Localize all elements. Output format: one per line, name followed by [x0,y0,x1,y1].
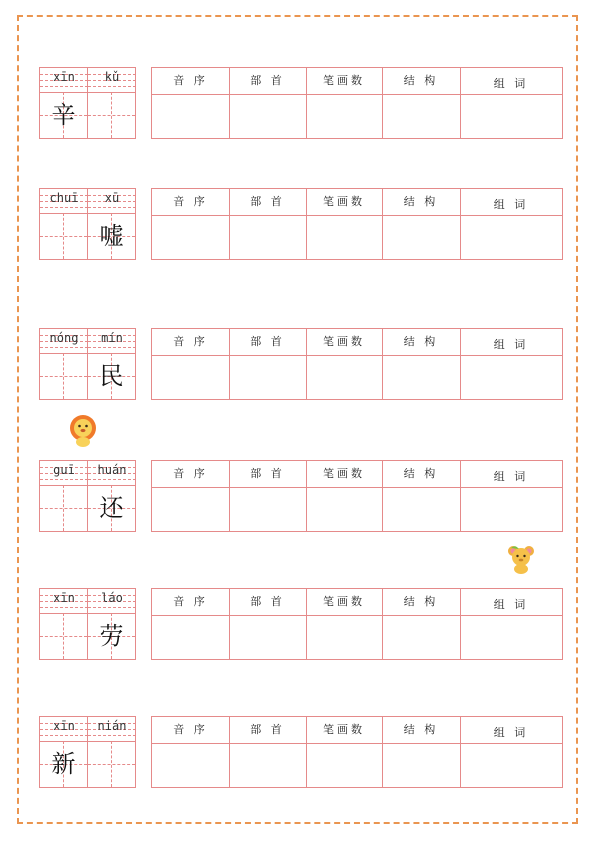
answer-cell[interactable] [460,745,562,787]
character-cell[interactable] [40,485,87,531]
pinyin-text: xū [104,191,120,205]
character-info-table [151,188,563,260]
character-cell[interactable] [40,353,87,399]
pinyin-text: guī [53,463,75,477]
character-info-table [151,588,563,660]
pinyin-box [40,329,88,353]
answer-cell[interactable] [152,96,229,138]
pinyin-text: xīn [53,70,75,84]
column-header: 音 序 [173,467,208,480]
column-header: 音 序 [173,74,208,87]
character-info-table [151,460,563,532]
answer-cell[interactable] [229,489,306,531]
column-header: 组 词 [493,470,529,483]
answer-cell[interactable] [306,357,382,399]
character-cell[interactable] [88,92,135,138]
column-header: 部 首 [250,723,285,736]
column-header: 笔画数 [323,335,365,348]
pinyin-text: mín [101,331,123,345]
column-header: 笔画数 [323,195,365,208]
character-text [40,353,87,399]
character-cell[interactable] [40,92,87,138]
pinyin-box [40,589,88,613]
answer-cell[interactable] [460,217,562,259]
pinyin-text: nóng [49,331,79,345]
hanzi-grid [39,188,136,260]
character-row [0,588,596,663]
hanzi-grid [39,588,136,660]
column-header: 结 构 [403,335,439,348]
column-header: 组 词 [493,338,529,351]
pinyin-text: huán [97,463,127,477]
answer-cell[interactable] [152,217,229,259]
answer-cell[interactable] [306,617,382,659]
column-header: 部 首 [250,195,285,208]
column-header: 音 序 [173,335,208,348]
character-row [0,716,596,791]
column-header: 音 序 [173,723,208,736]
column-header: 组 词 [493,198,529,211]
hanzi-grid [39,460,136,532]
answer-cell[interactable] [306,745,382,787]
character-row [0,188,596,263]
character-cell[interactable] [88,353,135,399]
answer-cell[interactable] [229,217,306,259]
answer-cell[interactable] [382,96,460,138]
column-header: 结 构 [403,195,439,208]
answer-cell[interactable] [229,745,306,787]
pinyin-box [40,189,88,213]
character-cell[interactable] [88,485,135,531]
column-header: 组 词 [493,77,529,90]
column-header: 音 序 [173,595,208,608]
hanzi-grid [39,328,136,400]
pinyin-box [88,717,136,741]
pinyin-box [40,717,88,741]
column-header: 组 词 [493,726,529,739]
bear-icon [505,543,537,575]
pinyin-box [88,329,136,353]
character-cell[interactable] [88,613,135,659]
answer-cell[interactable] [460,617,562,659]
pinyin-box [40,461,88,485]
character-text [40,485,87,531]
column-header: 结 构 [403,74,439,87]
character-info-table [151,328,563,400]
pinyin-box [88,461,136,485]
column-header: 部 首 [250,595,285,608]
answer-cell[interactable] [460,489,562,531]
answer-cell[interactable] [382,489,460,531]
answer-cell[interactable] [382,745,460,787]
pinyin-text: nián [97,719,127,733]
pinyin-text: xīn [53,719,75,733]
answer-cell[interactable] [460,96,562,138]
pinyin-text: láo [101,591,123,605]
answer-cell[interactable] [382,617,460,659]
character-cell[interactable] [88,741,135,787]
character-text [88,741,135,787]
column-header: 音 序 [173,195,208,208]
character-text: 劳 [99,622,124,650]
column-header: 部 首 [250,467,285,480]
character-text [40,613,87,659]
column-header: 结 构 [403,595,439,608]
column-header: 部 首 [250,74,285,87]
pinyin-box [88,189,136,213]
answer-cell[interactable] [152,745,229,787]
pinyin-text: kǔ [104,70,120,84]
lion-icon [67,414,99,448]
pinyin-text: chuī [49,191,79,205]
column-header: 笔画数 [323,595,365,608]
answer-cell[interactable] [229,617,306,659]
character-text [40,213,87,259]
answer-cell[interactable] [229,357,306,399]
character-info-table [151,716,563,788]
column-header: 结 构 [403,467,439,480]
answer-cell[interactable] [152,617,229,659]
answer-cell[interactable] [306,489,382,531]
character-text: 辛 [51,101,76,129]
character-cell[interactable] [40,741,87,787]
character-cell[interactable] [88,213,135,259]
character-text: 还 [99,494,124,522]
answer-cell[interactable] [152,357,229,399]
column-header: 笔画数 [323,74,365,87]
character-text: 新 [51,750,76,778]
character-text [88,92,135,138]
character-cell[interactable] [40,213,87,259]
character-text: 嘘 [99,222,124,250]
column-header: 笔画数 [323,467,365,480]
answer-cell[interactable] [382,357,460,399]
answer-cell[interactable] [306,96,382,138]
pinyin-text: xīn [53,591,75,605]
answer-cell[interactable] [460,357,562,399]
answer-cell[interactable] [152,489,229,531]
character-text: 民 [99,362,124,390]
answer-cell[interactable] [382,217,460,259]
hanzi-grid [39,67,136,139]
hanzi-grid [39,716,136,788]
pinyin-box [40,68,88,92]
character-cell[interactable] [40,613,87,659]
character-row [0,460,596,535]
pinyin-box [88,589,136,613]
pinyin-box [88,68,136,92]
character-info-table [151,67,563,139]
column-header: 笔画数 [323,723,365,736]
answer-cell[interactable] [306,217,382,259]
column-header: 部 首 [250,335,285,348]
answer-cell[interactable] [229,96,306,138]
character-row [0,328,596,403]
column-header: 结 构 [403,723,439,736]
column-header: 组 词 [493,598,529,611]
character-row [0,67,596,142]
